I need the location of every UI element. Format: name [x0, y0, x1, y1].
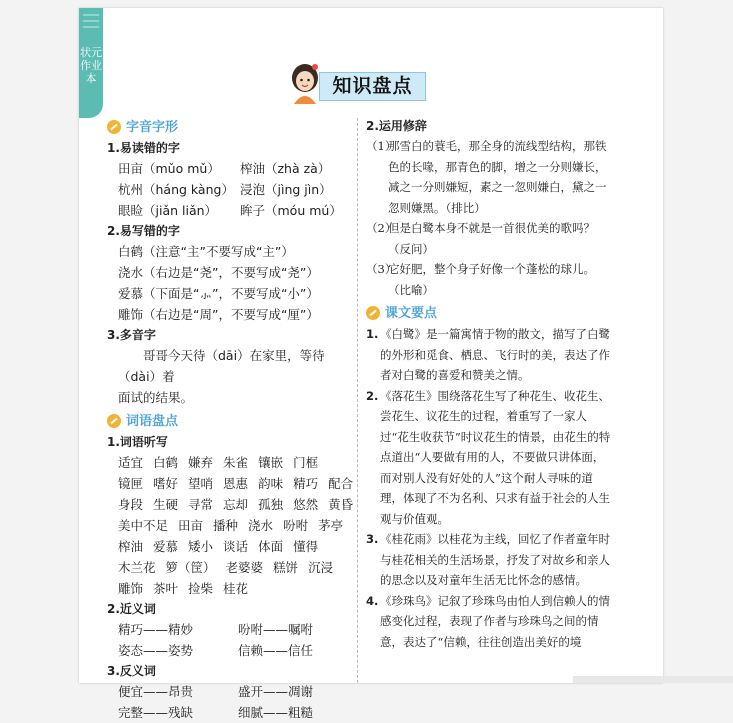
word: 悠然: [293, 497, 319, 512]
list-item: 白鹤（注意“主”不要写成“主”）: [118, 244, 294, 259]
word: 黄昏: [328, 497, 354, 512]
subheading: 2.运用修辞: [366, 119, 427, 133]
list-item: 姿态——姿势 信赖——信任: [118, 643, 314, 658]
pencil-icon: [107, 414, 121, 428]
list-item: 3. 《桂花雨》以桂花为主线，回忆了作者童年时与桂花相关的生活场景，抒发了对故乡和亲人的思念以及对童年生活无比怀念的感情。: [366, 532, 610, 587]
word: 朱雀: [223, 455, 249, 470]
points-list: [366, 324, 611, 652]
subheading: 2.近义词: [107, 602, 156, 616]
word: 爱慕: [153, 539, 179, 554]
word: 忘却: [223, 497, 249, 512]
word: 木兰花: [118, 560, 156, 575]
page-title: 知识盘点: [319, 72, 426, 101]
list-item: 4. 《珍珠鸟》记叙了珍珠鸟由怕人到信赖人的情感变化过程，表现了作者与珍珠鸟之间的情意，表达了“信赖，往往创造出美好的境: [366, 593, 610, 649]
list-item: 便宜——昂贵 盛开——凋谢: [118, 684, 314, 699]
word: 精巧: [293, 476, 319, 491]
word: 嫌弃: [188, 455, 214, 470]
column-divider: [357, 118, 358, 683]
list-item: （3） 它好肥，整个身子好像一个蓬松的球儿。（比喻）: [366, 262, 595, 297]
word: 沉浸: [308, 560, 334, 575]
list-item: 田亩（mǔo mǔ） 榨油（zhà zà）: [118, 161, 331, 176]
paragraph: 面试的结果。: [118, 390, 194, 405]
word: 浇水: [248, 518, 274, 533]
list-item: 精巧——精妙 吩咐——嘱咐: [118, 622, 314, 637]
side-tab-label: 状元作业本: [80, 46, 102, 85]
word: 美中不足: [118, 518, 169, 533]
word: 箩（筐）: [165, 560, 216, 575]
pencil-icon: [366, 306, 380, 320]
rhetoric-list: [366, 136, 611, 300]
side-tab: [79, 8, 103, 118]
section-heading: 词语盘点: [107, 410, 352, 432]
word-row: [118, 515, 352, 536]
list-item: 眼睑（jiǎn liǎn） 眸子（móu mú）: [118, 203, 342, 218]
word-row: [118, 557, 352, 578]
subheading: 3.反义词: [107, 664, 156, 678]
word: 嗜好: [153, 476, 179, 491]
list-item: 杭州（háng kàng） 浸泡（jìng jìn）: [118, 182, 332, 197]
word-row: [118, 578, 352, 599]
word: 茶叶: [153, 581, 179, 596]
subheading: 2.易写错的字: [107, 224, 180, 238]
word: 雕饰: [118, 581, 144, 596]
word-row: [118, 473, 352, 494]
list-item: 2. 《落花生》围绕落花生写了种花生、收花生、尝花生、议花生的过程，着重写了一家人过“花生收获节”时议花生的情景，由花生的特点道出“人要做有用的人，不要做只讲体面，而对别人没有好处的人”这个耐人寻味的道理，体现了不为名利、只求有益于社会的人生观与价值观。: [366, 388, 611, 526]
word: 懂得: [293, 539, 319, 554]
word-row: [118, 494, 352, 515]
word: 榨油: [118, 539, 144, 554]
left-column: [107, 114, 352, 723]
section-heading: 课文要点: [366, 302, 611, 324]
word: 恩惠: [223, 476, 249, 491]
word: 韵味: [258, 476, 284, 491]
word: 门框: [293, 455, 319, 470]
girl-mascot-icon: [289, 58, 323, 108]
word: 生硬: [153, 497, 179, 512]
word-row: [118, 452, 352, 473]
list-item: （2） 但是白鹭本身不就是一首很优美的歌吗？（反问）: [366, 221, 595, 256]
word: 糕饼: [273, 560, 299, 575]
word: 望哨: [188, 476, 214, 491]
list-item: 完整——残缺 细腻——粗糙: [118, 705, 314, 720]
subheading: 3.多音字: [107, 328, 156, 342]
word: 播种: [213, 518, 239, 533]
word: 吩咐: [283, 518, 309, 533]
list-item: 爱慕（下面是“⺗”，不要写成“小”）: [118, 286, 319, 301]
word-grid: [107, 452, 352, 599]
word: 桂花: [223, 581, 249, 596]
section-heading: 字音字形: [107, 116, 352, 138]
list-item: 雕饰（右边是“周”，不要写成“厘”）: [118, 307, 319, 322]
paragraph: 哥哥今天待（dāi）在家里，等待（dài）着: [118, 348, 325, 384]
word: 镜匣: [118, 476, 144, 491]
word: 配合: [328, 476, 354, 491]
word: 茅亭: [318, 518, 344, 533]
word: 老婆婆: [225, 560, 264, 575]
list-item: 浇水（右边是“尧”，不要写成“尧”）: [118, 265, 319, 280]
word: 孤独: [258, 497, 284, 512]
word: 矮小: [188, 539, 214, 554]
word-row: [118, 536, 352, 557]
list-item: （1） 那雪白的蓑毛，那全身的流线型结构，那铁色的长喙，那青色的脚，增之一分则嫌长，减之一分则嫌短，素之一忽则嫌白，黛之一忽则嫌黑。（排比）: [366, 139, 607, 215]
pencil-icon: [107, 120, 121, 134]
word: 白鹤: [153, 455, 179, 470]
word: 身段: [118, 497, 144, 512]
word: 体面: [258, 539, 284, 554]
word: 寻常: [188, 497, 214, 512]
viewer-toolbar: [573, 676, 733, 683]
word: 捡柴: [188, 581, 214, 596]
word: 镶嵌: [258, 455, 284, 470]
tab-stripes: [83, 14, 99, 40]
word: 适宜: [118, 455, 144, 470]
subheading: 1.易读错的字: [107, 141, 180, 155]
word: 田亩: [178, 518, 204, 533]
word: 谈话: [223, 539, 249, 554]
list-item: 1. 《白鹭》是一篇寓情于物的散文，描写了白鹭的外形和觅食、栖息、飞行时的美，表达了作者对白鹭的喜爱和赞美之情。: [366, 327, 610, 382]
subheading: 1.词语听写: [107, 435, 168, 449]
right-column: [366, 114, 611, 652]
